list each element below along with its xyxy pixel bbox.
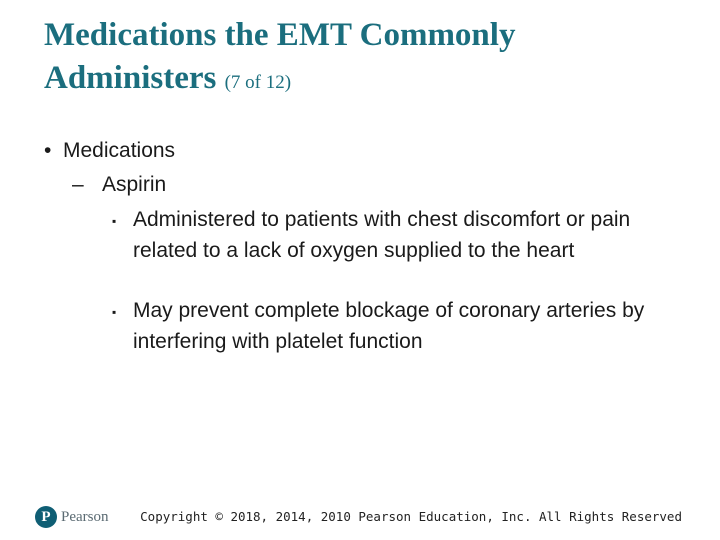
slide-title-counter: (7 of 12) [224, 72, 292, 93]
dash-marker: – [72, 173, 84, 196]
bullet-text: Medications [63, 139, 176, 162]
bullet-level2 [72, 169, 166, 200]
slide-title [44, 14, 684, 104]
pearson-wordmark: Pearson [61, 508, 109, 525]
bullet-text: Administered to patients with chest discomfort or pain related to a lack of oxygen supplied to the heart [133, 208, 631, 262]
bullet-level1 [44, 135, 175, 166]
pearson-logo-icon: P [35, 506, 57, 528]
pearson-logo [35, 505, 109, 529]
bullet-level3-item [112, 295, 672, 357]
slide-title-main: Medications the EMT Commonly Administers [44, 17, 516, 96]
bullet-text: Aspirin [102, 173, 167, 196]
bullet-text: May prevent complete blockage of coronary arteries by interfering with platelet function [133, 299, 645, 353]
bullet-level3-item [112, 204, 672, 266]
square-marker: ▪ [112, 214, 117, 228]
square-marker: ▪ [112, 305, 117, 319]
bullet-marker: • [44, 139, 52, 162]
copyright-notice: Copyright © 2018, 2014, 2010 Pearson Education, Inc. All Rights Reserved [140, 509, 682, 524]
